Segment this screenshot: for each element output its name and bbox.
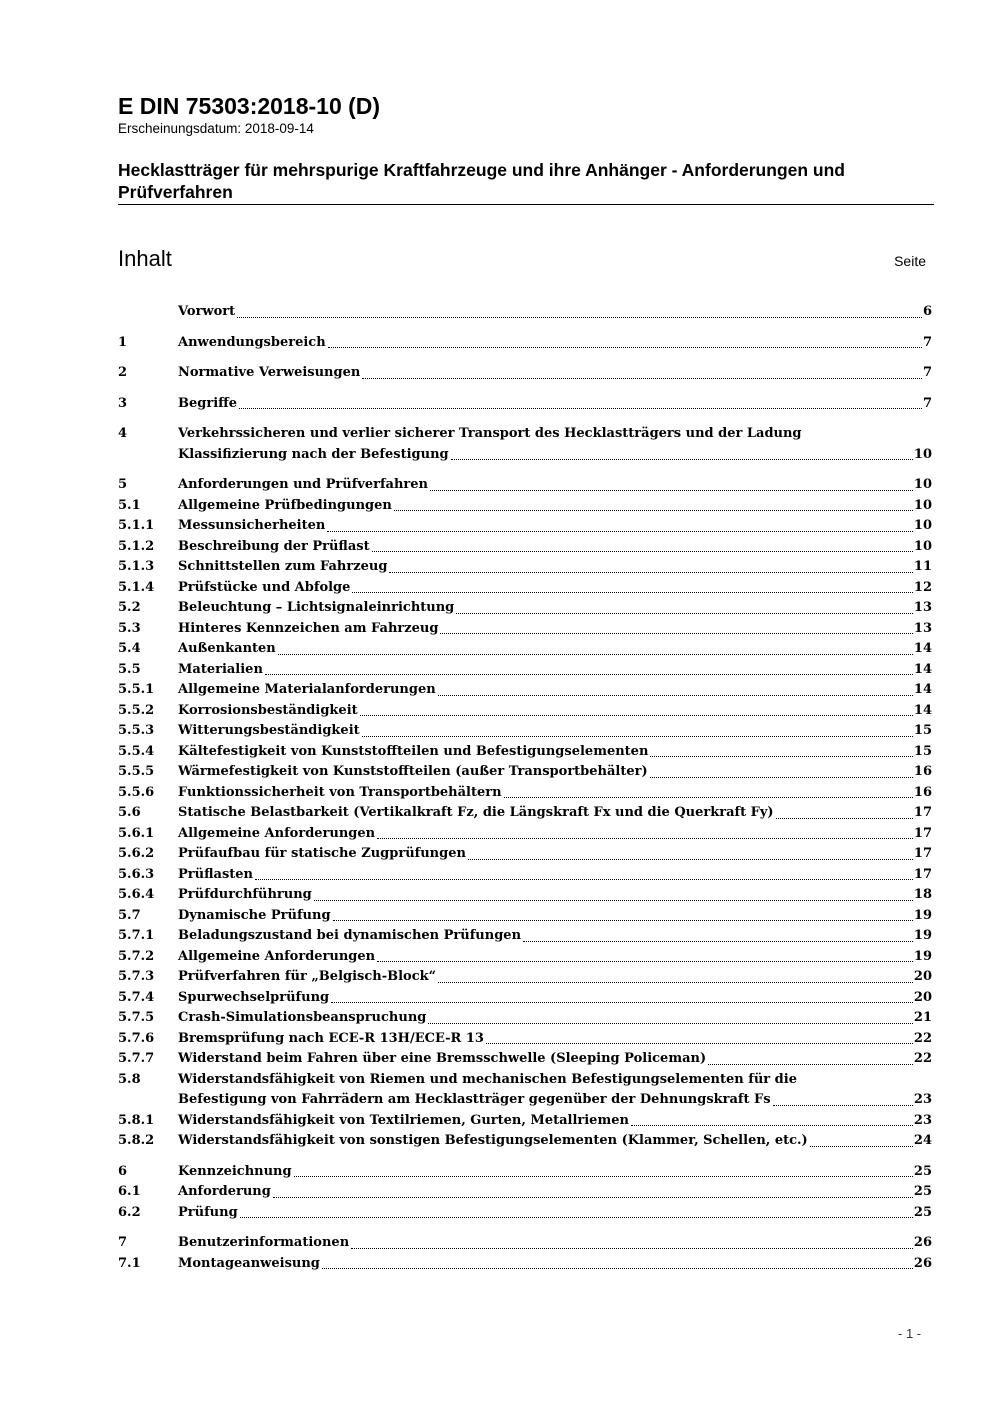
toc-entry[interactable] [118,516,932,537]
toc-entry-title: Kältefestigkeit von Kunststoffteilen und Befestigungselementen [178,743,649,759]
document-id: E DIN 75303:2018-10 (D) [118,93,381,119]
toc-entry-title: Prüfstücke und Abfolge [178,579,351,595]
toc-entry-title: Anforderungen und Prüfverfahren [178,477,429,492]
toc-entry-page: 11 [913,559,932,574]
toc-entry-number: 5.6.1 [118,825,155,841]
toc-entry-page: 25 [913,1163,932,1179]
toc-entry-title: Widerstandsfähigkeit von Textilriemen, Gurten, Metallriemen [178,1112,629,1128]
toc-entry-number: 6.2 [118,1204,141,1220]
toc-entry-page: 10 [913,518,932,533]
toc-entry-page: 14 [913,702,932,718]
toc-entry-title: Montageanweisung [178,1255,320,1271]
toc-entry-page: 13 [913,600,932,615]
toc-entry-page: 15 [913,743,932,759]
dot-leader [631,1125,913,1126]
toc-entry-number: 5.7.6 [118,1030,155,1046]
toc-entry[interactable] [118,578,932,599]
dot-leader [352,592,912,593]
toc-entry-number: 5.5.5 [118,764,155,779]
toc-entry-title: Klassifizierung nach der Befestigung [178,446,449,462]
toc-entry[interactable] [118,885,932,906]
toc-entry-title: Prüflasten [178,866,253,882]
toc-entry-page: 19 [913,928,932,943]
dot-leader [328,347,922,348]
toc-entry[interactable] [118,333,932,354]
toc-entry-title: Normative Verweisungen [178,365,361,380]
toc-entry[interactable] [118,701,932,722]
dot-leader [240,1217,913,1218]
toc-entry[interactable] [118,988,932,1009]
toc-entry-title: Prüfung [178,1204,238,1220]
dot-leader [360,715,913,716]
toc-entry-title: Prüfdurchführung [178,887,312,902]
dot-leader [394,510,913,511]
toc-entry-title: Hinteres Kennzeichen am Fahrzeug [178,620,439,636]
toc-entry-title: Beladungszustand bei dynamischen Prüfungen [178,928,522,943]
toc-entry[interactable] [118,803,932,824]
toc-entry-page: 20 [913,989,932,1005]
toc-entry[interactable] [118,363,932,384]
toc-entry-title: Messunsicherheiten [178,518,326,533]
toc-entry-title: Anforderung [178,1184,271,1199]
toc-entry-title: Vorwort [178,304,236,319]
dot-leader [389,572,912,573]
toc-entry-number: 5.5.3 [118,723,155,738]
toc-entry-title: Statische Belastbarkeit (Vertikalkraft Fz, die Längskraft Fx und die Querkraft Fy) [178,805,774,820]
dot-leader [708,1064,913,1065]
toc-entry-page: 20 [913,969,932,984]
toc-entry[interactable] [118,680,932,701]
table-of-contents [118,302,932,1274]
dot-leader [377,838,913,839]
toc-entry-number: 5.7.5 [118,1010,155,1025]
toc-entry[interactable] [118,824,932,845]
toc-entry-title: Kennzeichnung [178,1163,292,1179]
toc-entry[interactable] [118,742,932,763]
toc-entry[interactable] [118,1162,932,1183]
dot-leader [314,900,913,901]
toc-entry[interactable] [118,1029,932,1050]
toc-entry-page: 17 [913,825,932,841]
toc-entry-number: 5.6.3 [118,866,155,882]
toc-entry-title: Prüfverfahren für „Belgisch-Block“ [178,969,437,984]
dot-leader [265,674,913,675]
toc-entry[interactable] [118,1131,932,1152]
toc-entry-page: 26 [913,1235,932,1250]
dot-leader [650,756,913,757]
contents-heading: Inhalt [118,246,172,271]
dot-leader [331,1002,913,1003]
toc-entry[interactable] [118,721,932,742]
toc-entry-number: 5.7.7 [118,1051,155,1066]
dot-leader [294,1176,913,1177]
toc-entry-number: 5.5.1 [118,682,155,697]
dot-leader [810,1146,913,1147]
toc-entry-title: Widerstand beim Fahren über eine Bremsschwelle (Sleeping Policeman) [178,1051,707,1066]
document-header [118,92,934,205]
dot-leader [351,1248,913,1249]
toc-entry[interactable] [118,424,932,465]
toc-entry-page: 10 [913,446,932,462]
dot-leader [438,695,913,696]
toc-entry-number: 5.1.1 [118,518,155,533]
toc-entry-page: 22 [913,1030,932,1046]
dot-leader [428,1023,913,1024]
toc-entry[interactable] [118,394,932,415]
toc-entry-number: 7.1 [118,1255,141,1271]
page-number: - 1 - [898,1326,922,1341]
toc-entry-page: 14 [913,661,932,677]
dot-leader [362,736,913,737]
toc-entry-number: 5.5.2 [118,702,155,718]
dot-leader [486,1043,913,1044]
toc-entry-number: 5.7.2 [118,948,155,964]
toc-entry[interactable] [118,783,932,804]
dot-leader [273,1197,913,1198]
toc-entry-title: Beschreibung der Prüflast [178,538,370,554]
toc-entry[interactable] [118,1233,932,1254]
toc-entry-number: 5.8.2 [118,1133,155,1148]
toc-entry-page: 25 [913,1184,932,1199]
toc-entry-number: 5.7.4 [118,989,155,1005]
dot-leader [451,459,913,460]
toc-entry[interactable] [118,302,932,323]
toc-entry-page: 26 [913,1255,932,1271]
toc-entry-page: 12 [913,579,932,595]
dot-leader [237,317,922,318]
toc-entry-number: 5.5 [118,661,141,677]
toc-entry-title: Schnittstellen zum Fahrzeug [178,559,388,574]
toc-entry-title: Witterungsbeständigkeit [178,723,360,738]
toc-entry[interactable] [118,762,932,783]
toc-entry[interactable] [118,967,932,988]
toc-entry[interactable] [118,598,932,619]
dot-leader [327,531,913,532]
toc-entry[interactable] [118,1111,932,1132]
toc-entry-title: Allgemeine Anforderungen [178,825,376,841]
toc-entry-page: 23 [913,1092,932,1107]
toc-entry-title: Allgemeine Prüfbedingungen [178,497,392,513]
toc-entry-title: Anwendungsbereich [178,334,326,350]
toc-entry-page: 7 [922,334,932,350]
dot-leader [650,777,913,778]
toc-entry-number: 5.8 [118,1071,141,1087]
dot-leader [523,941,913,942]
toc-entry-number: 4 [118,426,128,441]
toc-entry-number: 5.2 [118,600,141,615]
toc-entry-page: 7 [922,395,932,411]
page-column-label: Seite [894,253,926,269]
dot-leader [333,920,913,921]
toc-entry-page: 25 [913,1204,932,1220]
toc-entry[interactable] [118,639,932,660]
toc-entry[interactable] [118,844,932,865]
toc-entry-title: Materialien [178,661,263,677]
dot-leader [239,408,922,409]
toc-entry-title: Außenkanten [178,641,276,656]
toc-entry-number: 5.7.1 [118,928,155,943]
toc-entry-page: 21 [913,1010,932,1025]
toc-entry-page: 16 [913,784,932,800]
toc-entry-page: 22 [913,1051,932,1066]
toc-entry-page: 10 [913,477,932,492]
toc-entry-page: 24 [913,1133,932,1148]
toc-entry[interactable] [118,906,932,927]
toc-entry-page: 14 [913,641,932,656]
toc-entry-page: 10 [913,538,932,554]
toc-entry[interactable] [118,926,932,947]
toc-entry-number: 5 [118,477,128,492]
toc-entry-number: 5.8.1 [118,1112,155,1128]
toc-entry-number: 5.5.6 [118,784,155,800]
toc-entry-number: 3 [118,395,128,411]
toc-entry-number: 1 [118,334,128,350]
dot-leader [255,879,913,880]
toc-entry-title: Benutzerinformationen [178,1235,350,1250]
publication-date: Erscheinungsdatum: 2018-09-14 [118,121,314,136]
toc-entry[interactable] [118,865,932,886]
toc-entry[interactable] [118,557,932,578]
toc-entry-page: 14 [913,682,932,697]
document-title: Hecklastträger für mehrspurige Kraftfahrzeuge und ihre Anhänger - Anforderungen und Prüfverfahren [118,159,934,205]
toc-entry[interactable] [118,1049,932,1070]
toc-entry[interactable] [118,1008,932,1029]
toc-entry-page: 17 [913,846,932,861]
toc-entry-page: 7 [922,365,932,380]
toc-entry-title: Allgemeine Materialanforderungen [178,682,436,697]
toc-entry-page: 6 [922,304,932,319]
dot-leader [776,818,913,819]
contents-heading-row [118,246,926,272]
toc-entry-title: Allgemeine Anforderungen [178,948,376,964]
toc-entry-number: 7 [118,1235,128,1250]
toc-entry-title: Crash-Simulationsbeanspruchung [178,1010,427,1025]
dot-leader [438,982,913,983]
toc-entry-number: 5.1.4 [118,579,155,595]
toc-entry-title: Wärmefestigkeit von Kunststoffteilen (außer Transportbehälter) [178,764,648,779]
toc-entry[interactable] [118,1203,932,1224]
toc-entry[interactable] [118,1182,932,1203]
toc-entry-number: 5.3 [118,620,141,636]
toc-entry-number: 5.1 [118,497,141,513]
toc-entry-page: 17 [913,866,932,882]
toc-entry-title: Spurwechselprüfung [178,989,330,1005]
dot-leader [456,613,913,614]
toc-entry-title-line1: Verkehrssicheren und verlier sicherer Transport des Hecklastträgers und der Ladung [178,426,802,441]
toc-entry-number: 5.1.3 [118,559,155,574]
toc-entry-page: 10 [913,497,932,513]
toc-entry-number: 5.6.4 [118,887,155,902]
dot-leader [278,654,913,655]
toc-entry-page: 13 [913,620,932,636]
toc-entry-number: 5.6.2 [118,846,155,861]
toc-entry[interactable] [118,1070,932,1111]
toc-entry-number: 6 [118,1163,128,1179]
toc-entry-number: 2 [118,365,128,380]
dot-leader [430,490,913,491]
toc-entry-number: 5.7.3 [118,969,155,984]
dot-leader [362,378,922,379]
toc-entry-page: 15 [913,723,932,738]
toc-entry[interactable] [118,475,932,496]
toc-entry[interactable] [118,537,932,558]
toc-entry-number: 5.7 [118,907,141,923]
toc-entry-title: Korrosionsbeständigkeit [178,702,358,718]
dot-leader [468,859,913,860]
toc-entry-title: Beleuchtung – Lichtsignaleinrichtung [178,600,455,615]
dot-leader [377,961,913,962]
toc-entry-title-line1: Widerstandsfähigkeit von Riemen und mechanischen Befestigungselementen für die [178,1071,797,1087]
toc-entry-title: Funktionssicherheit von Transportbehältern [178,784,502,800]
toc-entry-number: 5.5.4 [118,743,155,759]
toc-entry-page: 19 [913,948,932,964]
toc-entry[interactable] [118,1254,932,1275]
dot-leader [773,1105,913,1106]
dot-leader [504,797,913,798]
toc-entry-page: 16 [913,764,932,779]
toc-entry-page: 17 [913,805,932,820]
toc-entry-number: 5.6 [118,805,141,820]
toc-entry-title: Widerstandsfähigkeit von sonstigen Befestigungselementen (Klammer, Schellen, etc.) [178,1133,808,1148]
toc-entry-page: 19 [913,907,932,923]
toc-entry[interactable] [118,660,932,681]
toc-entry-number: 5.4 [118,641,141,656]
toc-entry[interactable] [118,496,932,517]
toc-entry-number: 5.1.2 [118,538,155,554]
toc-entry-number: 6.1 [118,1184,141,1199]
toc-entry-title: Befestigung von Fahrrädern am Hecklastträger gegenüber der Dehnungskraft Fs [178,1092,771,1107]
toc-entry-title: Dynamische Prüfung [178,907,331,923]
dot-leader [372,551,913,552]
toc-entry[interactable] [118,947,932,968]
toc-entry-page: 18 [913,887,932,902]
toc-entry-title: Bremsprüfung nach ECE-R 13H/ECE-R 13 [178,1030,484,1046]
toc-entry-title: Begriffe [178,395,238,411]
toc-entry-page: 23 [913,1112,932,1128]
dot-leader [322,1268,913,1269]
toc-entry-title: Prüfaufbau für statische Zugprüfungen [178,846,466,861]
toc-entry[interactable] [118,619,932,640]
dot-leader [440,633,912,634]
